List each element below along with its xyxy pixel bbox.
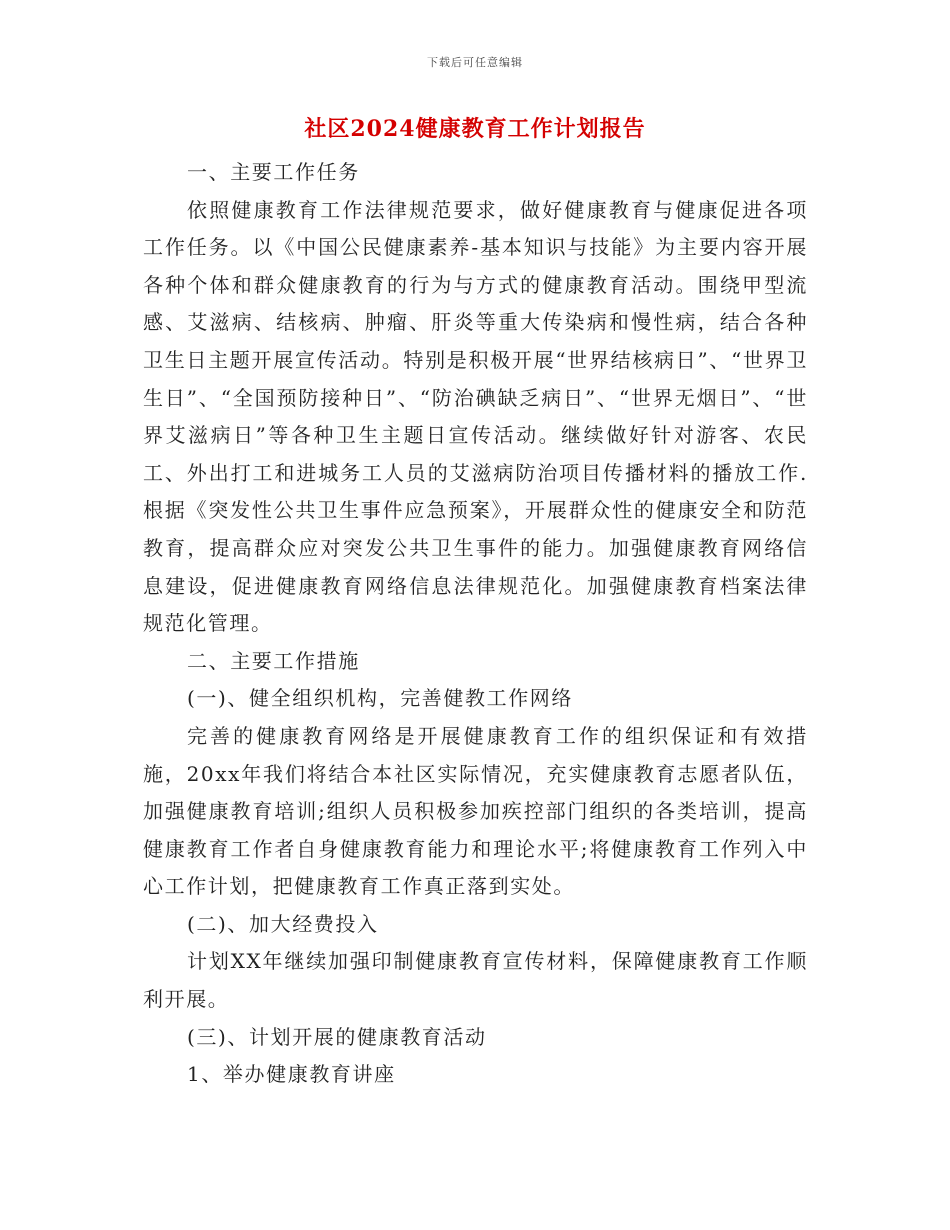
list-item-lectures: 1、举办健康教育讲座 [187,1062,396,1087]
section-heading-measures: 二、主要工作措施 [187,648,360,673]
document-body [143,154,808,1094]
document-title: 社区2024健康教育工作计划报告 [304,116,646,142]
section-heading-tasks: 一、主要工作任务 [187,160,360,184]
subheading-organization: (一)、健全组织机构，完善健教工作网络 [187,686,574,711]
subheading-funding: (二)、加大经费投入 [187,911,379,936]
subheading-activities: (三)、计划开展的健康教育活动 [187,1024,487,1049]
paragraph-tasks-body: 依照健康教育工作法律规范要求，做好健康教育与健康促进各项工作任务。以《中国公民健康素养-基本知识与技能》为主要内容开展各种个体和群众健康教育的行为与方式的健康教育活动。围绕甲型流感、艾滋病、结核病、肿瘤、肝炎等重大传染病和慢性病，结合各种卫生日主题开展宣传活动。特别是积极开展“世界结核病日”、“世界卫生日”、“全国预防接种日”、“防治碘缺乏病日”、“世界无烟日”、“世界艾滋病日”等各种卫生主题日宣传活动。继续做好针对游客、农民工、外出打工和进城务工人员的艾滋病防治项目传播材料的播放工作.根据《突发性公共卫生事件应急预案》，开展群众性的健康安全和防范教育，提高群众应对突发公共卫生事件的能力。加强健康教育网络信息建设，促进健康教育网络信息法律规范化。加强健康教育档案法律规范化管理。 [143,197,808,636]
page-header-note: 下载后可任意编辑 [427,56,523,69]
paragraph-funding-body: 计划XX年继续加强印制健康教育宣传材料，保障健康教育工作顺利开展。 [143,949,808,1012]
paragraph-organization-body: 完善的健康教育网络是开展健康教育工作的组织保证和有效措施，20xx年我们将结合本社区实际情况，充实健康教育志愿者队伍，加强健康教育培训;组织人员积极参加疾控部门组织的各类培训，提高健康教育工作者自身健康教育能力和理论水平;将健康教育工作列入中心工作计划，把健康教育工作真正落到实处。 [143,723,808,899]
